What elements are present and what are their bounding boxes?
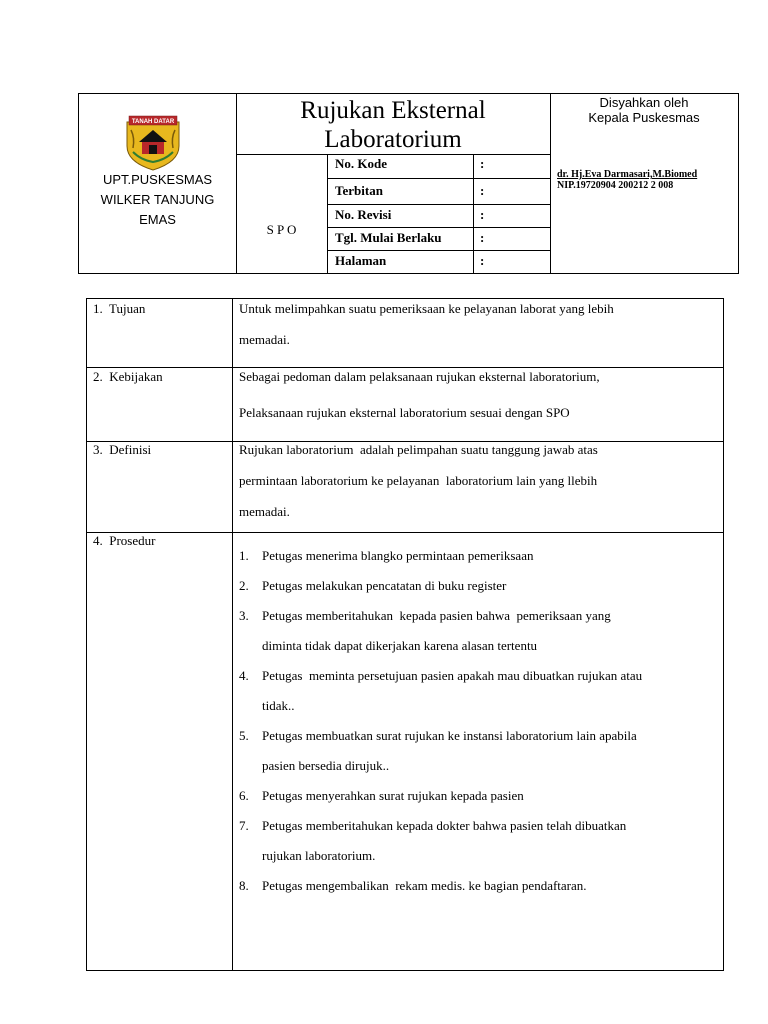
svg-text:TANAH DATAR: TANAH DATAR [131,119,175,125]
step-number: 3. [239,608,249,623]
field-label-terbitan: Terbitan [335,183,383,198]
step-text: tidak.. [262,698,295,713]
field-colon-divider [473,154,474,273]
list-item [239,818,719,878]
step-text: Petugas membuatkan surat rujukan ke instansi laboratorium lain apabila [262,728,637,743]
field-colon: : [480,207,485,222]
step-text: Petugas memberitahukan kepada dokter bahwa pasien telah dibuatkan [262,818,627,833]
field-colon: : [480,230,485,245]
field-label-no-revisi: No. Revisi [335,207,392,222]
step-text: Petugas melakukan pencatatan di buku register [262,578,507,593]
field-colon: : [480,183,485,198]
section-label-definisi: 3. Definisi [93,442,152,457]
text-line: memadai. [239,332,290,347]
step-text: pasien bersedia dirujuk.. [262,758,390,773]
text-line: Rujukan laboratorium adalah pelimpahan suatu tanggung jawab atas [239,442,598,457]
spo-content-table [86,298,724,971]
tanah-datar-crest-icon [121,112,185,172]
procedure-steps [239,548,719,908]
institution-name [79,170,236,230]
signatory-name: dr. Hj.Eva Darmasari,M.Biomed [557,169,698,180]
field-label-tgl-mulai: Tgl. Mulai Berlaku [335,230,442,245]
list-item [239,668,719,728]
step-text: rujukan laboratorium. [262,848,376,863]
field-label-halaman: Halaman [335,253,387,268]
column-divider [232,299,233,970]
document-header [78,93,739,274]
approval-block [550,95,738,125]
approval-line: Disyahkan oleh [599,95,689,110]
step-number: 4. [239,668,249,683]
row-divider [87,367,723,368]
step-text: Petugas menyerahkan surat rujukan kepada pasien [262,788,524,803]
section-text-definisi [239,442,598,519]
list-item [239,728,719,788]
list-item [239,578,719,608]
list-item [239,608,719,668]
step-number: 2. [239,578,249,593]
section-text-tujuan [239,301,614,347]
section-label-tujuan: 1. Tujuan [93,301,146,316]
row-divider [87,532,723,533]
title-divider [236,154,551,155]
section-label-kebijakan: 2. Kebijakan [93,369,163,384]
step-number: 8. [239,878,249,893]
field-colon: : [480,253,485,268]
step-text: Petugas meminta persetujuan pasien apakah mau dibuatkan rujukan atau [262,668,643,683]
document-title [236,96,550,154]
title-line: Laboratorium [324,126,462,153]
institution-line: EMAS [139,212,176,227]
step-number: 5. [239,728,249,743]
section-text-kebijakan [239,369,600,420]
title-line: Rujukan Eksternal [300,97,486,124]
text-line: memadai. [239,504,290,519]
list-item [239,548,719,578]
step-text: Petugas memberitahukan kepada pasien bahwa pemeriksaan yang [262,608,611,623]
list-item [239,788,719,818]
doc-type: S P O [266,222,297,237]
list-item [239,878,719,908]
field-row-line [327,204,551,205]
step-text: diminta tidak dapat dikerjakan karena alasan tertentu [262,638,538,653]
section-label-prosedur: 4. Prosedur [93,533,156,548]
text-line: permintaan laboratorium ke pelayanan laboratorium lain yang llebih [239,473,598,488]
text-line: Sebagai pedoman dalam pelaksanaan rujukan eksternal laboratorium, [239,369,600,384]
step-number: 7. [239,818,249,833]
step-number: 1. [239,548,249,563]
institution-line: UPT.PUSKESMAS [102,172,213,187]
text-line: Untuk melimpahkan suatu pemeriksaan ke pelayanan laborat yang lebih [239,301,614,316]
approval-line: Kepala Puskesmas [588,110,700,125]
spo-divider [327,154,328,273]
step-text: Petugas mengembalikan rekam medis. ke bagian pendaftaran. [262,878,587,893]
signatory-nip: NIP.19720904 200212 2 008 [557,180,674,191]
field-colon: : [480,156,485,171]
field-row-line [327,227,551,228]
institution-line: WILKER TANJUNG [100,192,215,207]
field-row-line [327,178,551,179]
step-text: Petugas menerima blangko permintaan pemeriksaan [262,548,534,563]
text-line: Pelaksanaan rujukan eksternal laboratorium sesuai dengan SPO [239,405,570,420]
step-number: 6. [239,788,249,803]
field-row-line [327,250,551,251]
field-label-no-kode: No. Kode [335,156,387,171]
